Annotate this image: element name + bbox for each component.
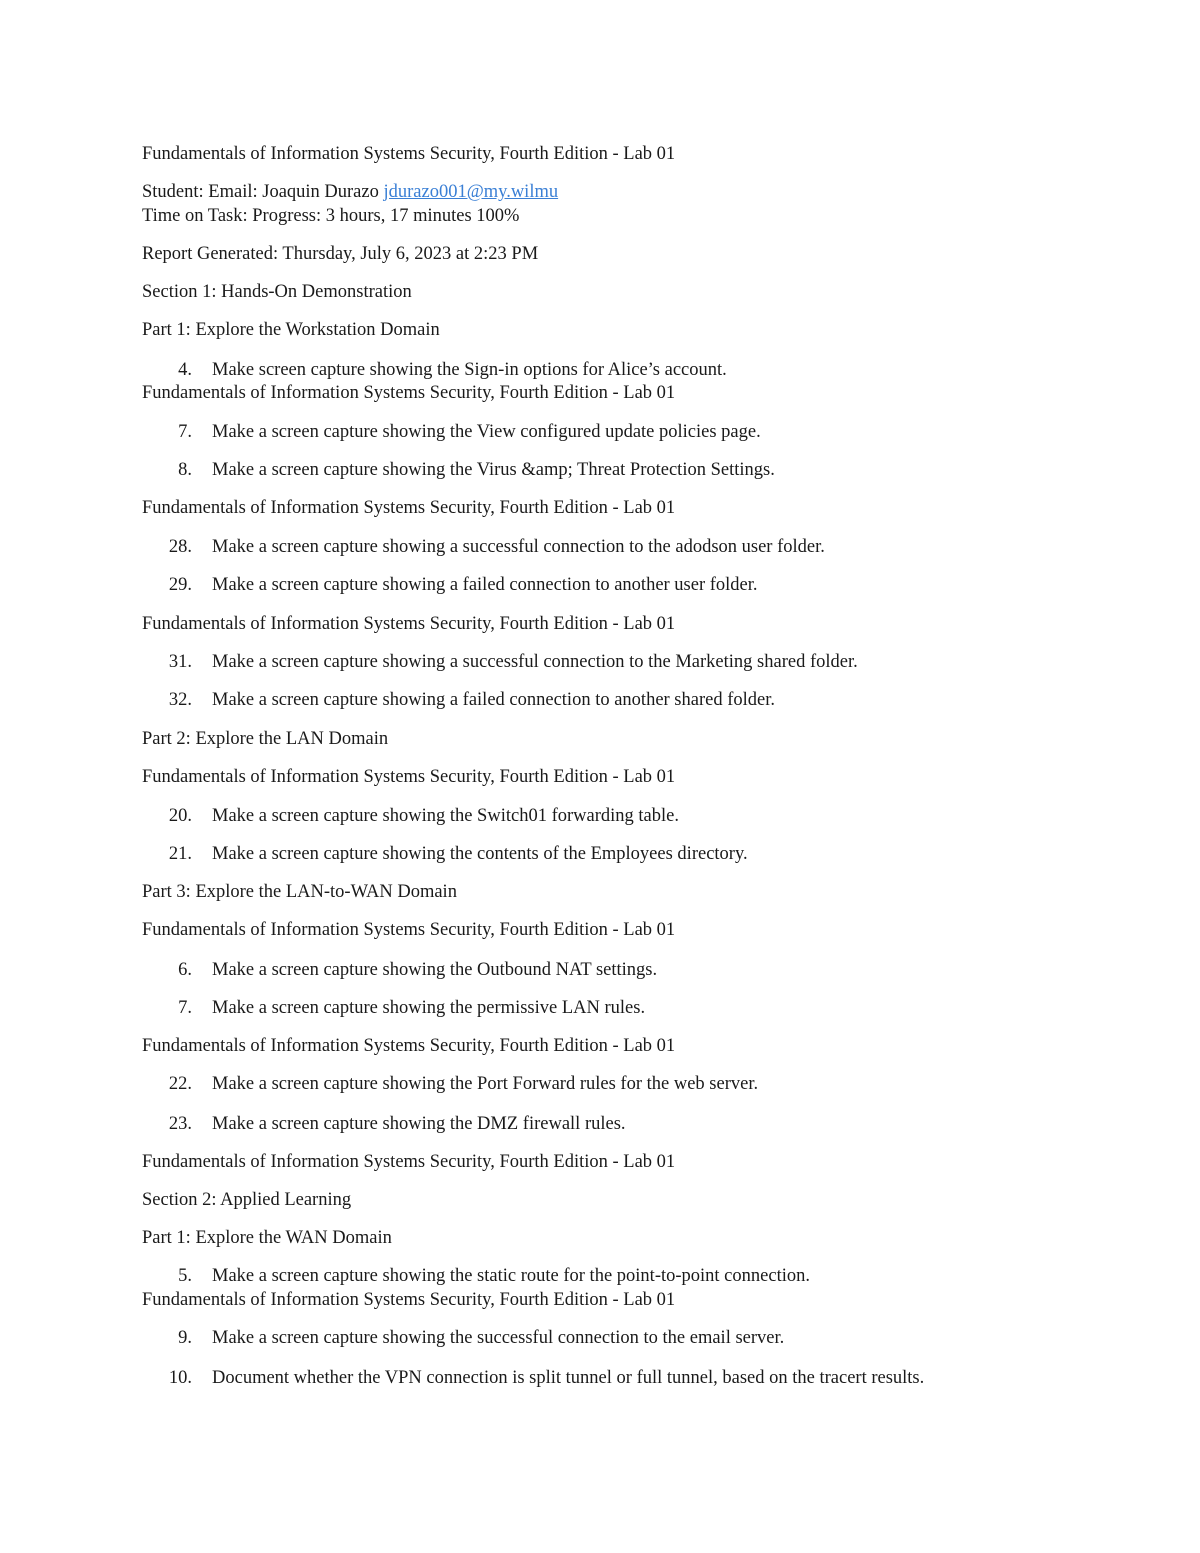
list-item-text: Document whether the VPN connection is split tunnel or full tunnel, based on the tracert results. xyxy=(212,1368,925,1388)
part-heading: Part 1: Explore the Workstation Domain xyxy=(142,320,440,340)
list-item-number: 29. xyxy=(168,575,192,595)
student-email-link[interactable]: jdurazo001@my.wilmu xyxy=(383,182,559,202)
student-line xyxy=(142,180,558,204)
list-item-number: 31. xyxy=(168,652,192,672)
section-heading: Section 1: Hands-On Demonstration xyxy=(142,282,412,302)
list-item-text: Make screen capture showing the Sign-in options for Alice’s account. xyxy=(212,360,727,380)
student-label: Student: Email: Joaquin Durazo xyxy=(142,182,384,202)
section-heading: Section 2: Applied Learning xyxy=(142,1190,352,1210)
list-item-text: Make a screen capture showing a successful connection to the adodson user folder. xyxy=(212,537,825,557)
list-item-number: 5. xyxy=(178,1266,192,1286)
list-item-number: 21. xyxy=(168,844,192,864)
report-generated: Report Generated: Thursday, July 6, 2023 at 2:23 PM xyxy=(142,244,539,264)
list-item-number: 8. xyxy=(178,460,192,480)
list-item-text: Make a screen capture showing the Switch01 forwarding table. xyxy=(212,806,679,826)
lab-header: Fundamentals of Information Systems Security, Fourth Edition - Lab 01 xyxy=(142,498,676,518)
list-item-text: Make a screen capture showing the View configured update policies page. xyxy=(212,422,761,442)
lab-header: Fundamentals of Information Systems Security, Fourth Edition - Lab 01 xyxy=(142,767,676,787)
list-item-text: Make a screen capture showing the permissive LAN rules. xyxy=(212,998,646,1018)
lab-header: Fundamentals of Information Systems Security, Fourth Edition - Lab 01 xyxy=(142,1152,676,1172)
list-item-text: Make a screen capture showing the Outbound NAT settings. xyxy=(212,960,658,980)
part-heading: Part 1: Explore the WAN Domain xyxy=(142,1228,392,1248)
list-item-number: 4. xyxy=(178,360,192,380)
list-item-number: 22. xyxy=(168,1074,192,1094)
lab-header: Fundamentals of Information Systems Security, Fourth Edition - Lab 01 xyxy=(142,1036,676,1056)
list-item-number: 6. xyxy=(178,960,192,980)
list-item-text: Make a screen capture showing the Virus &amp; Threat Protection Settings. xyxy=(212,460,775,480)
list-item-text: Make a screen capture showing a successful connection to the Marketing shared folder. xyxy=(212,652,858,672)
list-item-number: 20. xyxy=(168,806,192,826)
time-on-task: Time on Task: Progress: 3 hours, 17 minutes 100% xyxy=(142,206,520,226)
part-heading: Part 2: Explore the LAN Domain xyxy=(142,729,389,749)
list-item-number: 28. xyxy=(168,537,192,557)
lab-header: Fundamentals of Information Systems Security, Fourth Edition - Lab 01 xyxy=(142,383,676,403)
part-heading: Part 3: Explore the LAN-to-WAN Domain xyxy=(142,882,457,902)
list-item-number: 23. xyxy=(168,1114,192,1134)
list-item-number: 9. xyxy=(178,1328,192,1348)
list-item-text: Make a screen capture showing a failed connection to another user folder. xyxy=(212,575,758,595)
list-item-text: Make a screen capture showing the static route for the point-to-point connection. xyxy=(212,1266,810,1286)
list-item-text: Make a screen capture showing the DMZ firewall rules. xyxy=(212,1114,626,1134)
lab-header: Fundamentals of Information Systems Security, Fourth Edition - Lab 01 xyxy=(142,920,676,940)
lab-header: Fundamentals of Information Systems Security, Fourth Edition - Lab 01 xyxy=(142,614,676,634)
list-item-text: Make a screen capture showing the contents of the Employees directory. xyxy=(212,844,748,864)
list-item-number: 10. xyxy=(168,1368,192,1388)
lab-header: Fundamentals of Information Systems Security, Fourth Edition - Lab 01 xyxy=(142,1290,676,1310)
list-item-number: 7. xyxy=(178,998,192,1018)
list-item-number: 7. xyxy=(178,422,192,442)
list-item-number: 32. xyxy=(168,690,192,710)
list-item-text: Make a screen capture showing the successful connection to the email server. xyxy=(212,1328,785,1348)
lab-header: Fundamentals of Information Systems Security, Fourth Edition - Lab 01 xyxy=(142,144,676,164)
list-item-text: Make a screen capture showing a failed connection to another shared folder. xyxy=(212,690,775,710)
list-item-text: Make a screen capture showing the Port Forward rules for the web server. xyxy=(212,1074,759,1094)
